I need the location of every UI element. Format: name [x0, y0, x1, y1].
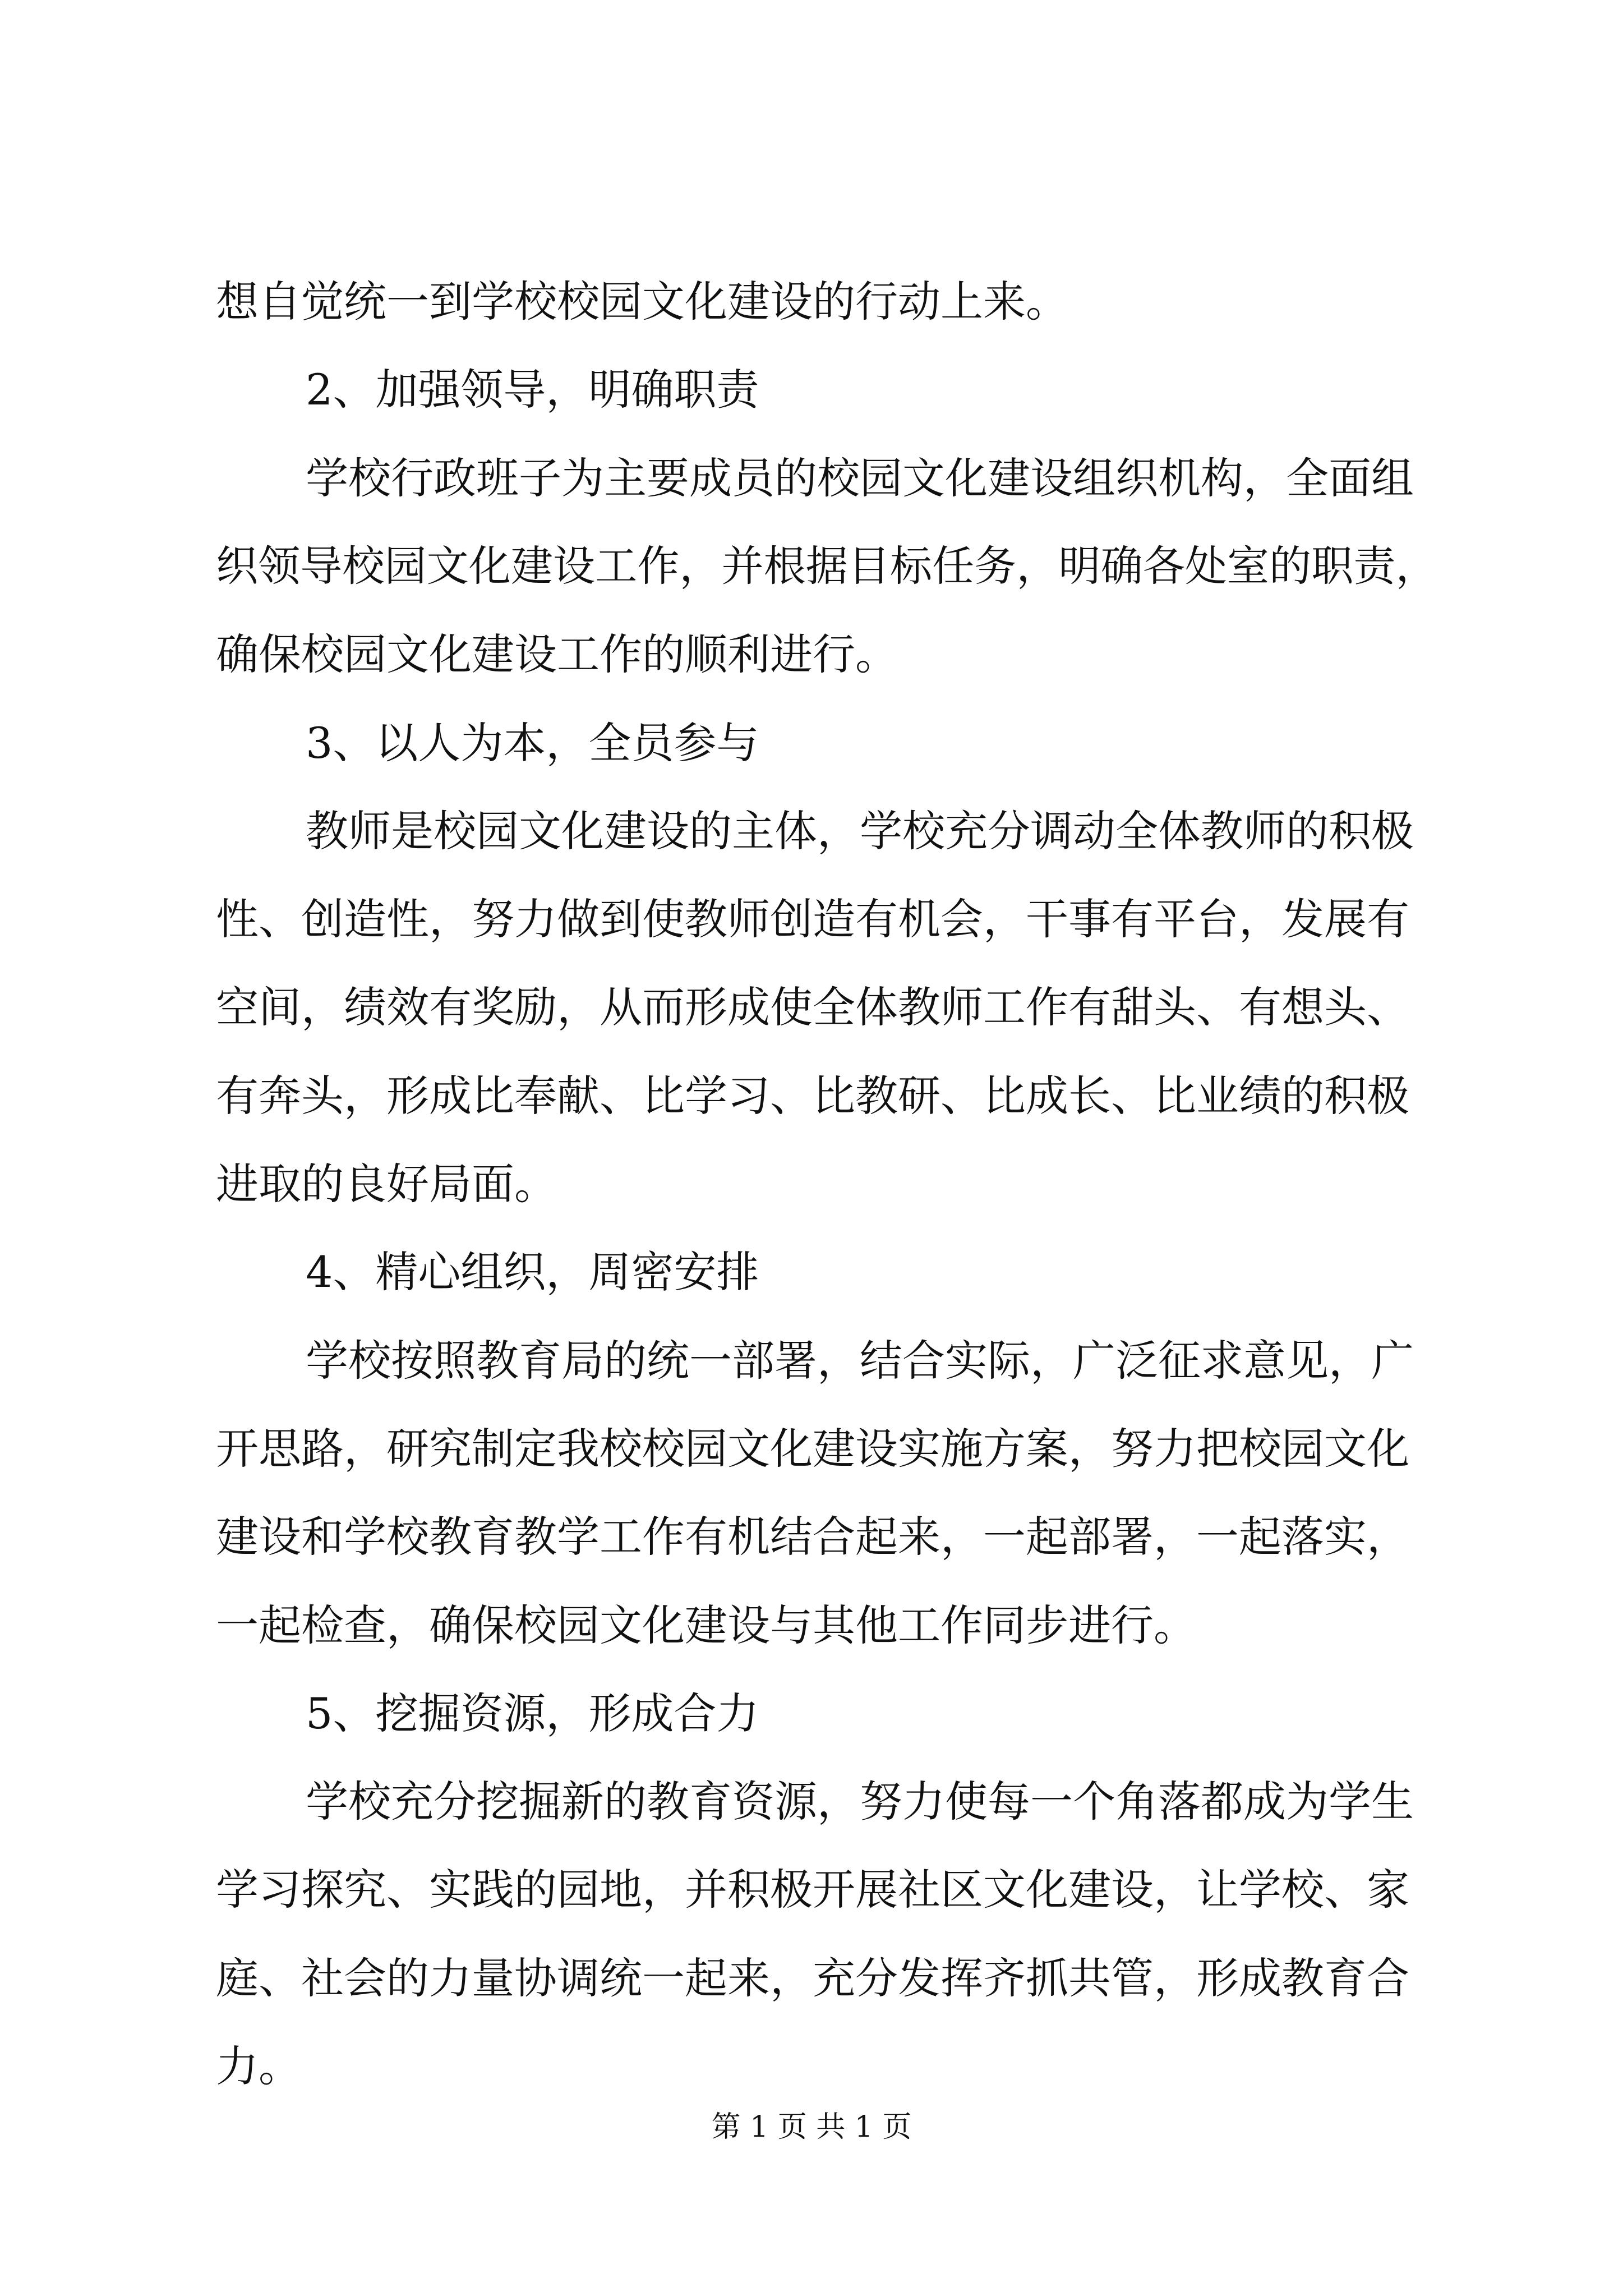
page-number-footer: 第 1 页 共 1 页	[711, 2110, 912, 2144]
text-line: 进取的良好局面。	[216, 1159, 557, 1209]
text-line: 庭、社会的力量协调统一起来，充分发挥齐抓共管，形成教育合	[216, 1953, 1409, 2003]
text-line: 建设和学校教育教学工作有机结合起来，一起部署，一起落实，	[216, 1512, 1409, 1562]
section-heading: 4、精心组织，周密安排	[306, 1247, 759, 1297]
text-line: 学校充分挖掘新的教育资源，努力使每一个角落都成为学生	[306, 1777, 1414, 1827]
text-line: 织领导校园文化建设工作，并根据目标任务，明确各处室的职责，	[216, 541, 1438, 591]
text-line: 一起检查，确保校园文化建设与其他工作同步进行。	[216, 1600, 1196, 1650]
text-line: 空间，绩效有奖励，从而形成使全体教师工作有甜头、有想头、	[216, 982, 1409, 1033]
text-line: 确保校园文化建设工作的顺利进行。	[216, 629, 898, 680]
text-line: 有奔头，形成比奉献、比学习、比教研、比成长、比业绩的积极	[216, 1070, 1409, 1121]
text-line: 学习探究、实践的园地，并积极开展社区文化建设，让学校、家	[216, 1865, 1409, 1915]
text-line: 性、创造性，努力做到使教师创造有机会，干事有平台，发展有	[216, 894, 1409, 945]
section-heading: 2、加强领导，明确职责	[306, 365, 759, 415]
text-line: 开思路，研究制定我校校园文化建设实施方案，努力把校园文化	[216, 1423, 1409, 1474]
text-line: 学校按照教育局的统一部署，结合实际，广泛征求意见，广	[306, 1335, 1414, 1386]
text-line: 学校行政班子为主要成员的校园文化建设组织机构，全面组	[306, 453, 1414, 503]
section-heading: 5、挖掘资源，形成合力	[306, 1688, 759, 1738]
text-line: 教师是校园文化建设的主体，学校充分调动全体教师的积极	[306, 806, 1414, 856]
text-line: 想自觉统一到学校校园文化建设的行动上来。	[216, 277, 1068, 326]
section-heading: 3、以人为本，全员参与	[306, 717, 759, 768]
text-line: 力。	[216, 2041, 301, 2091]
